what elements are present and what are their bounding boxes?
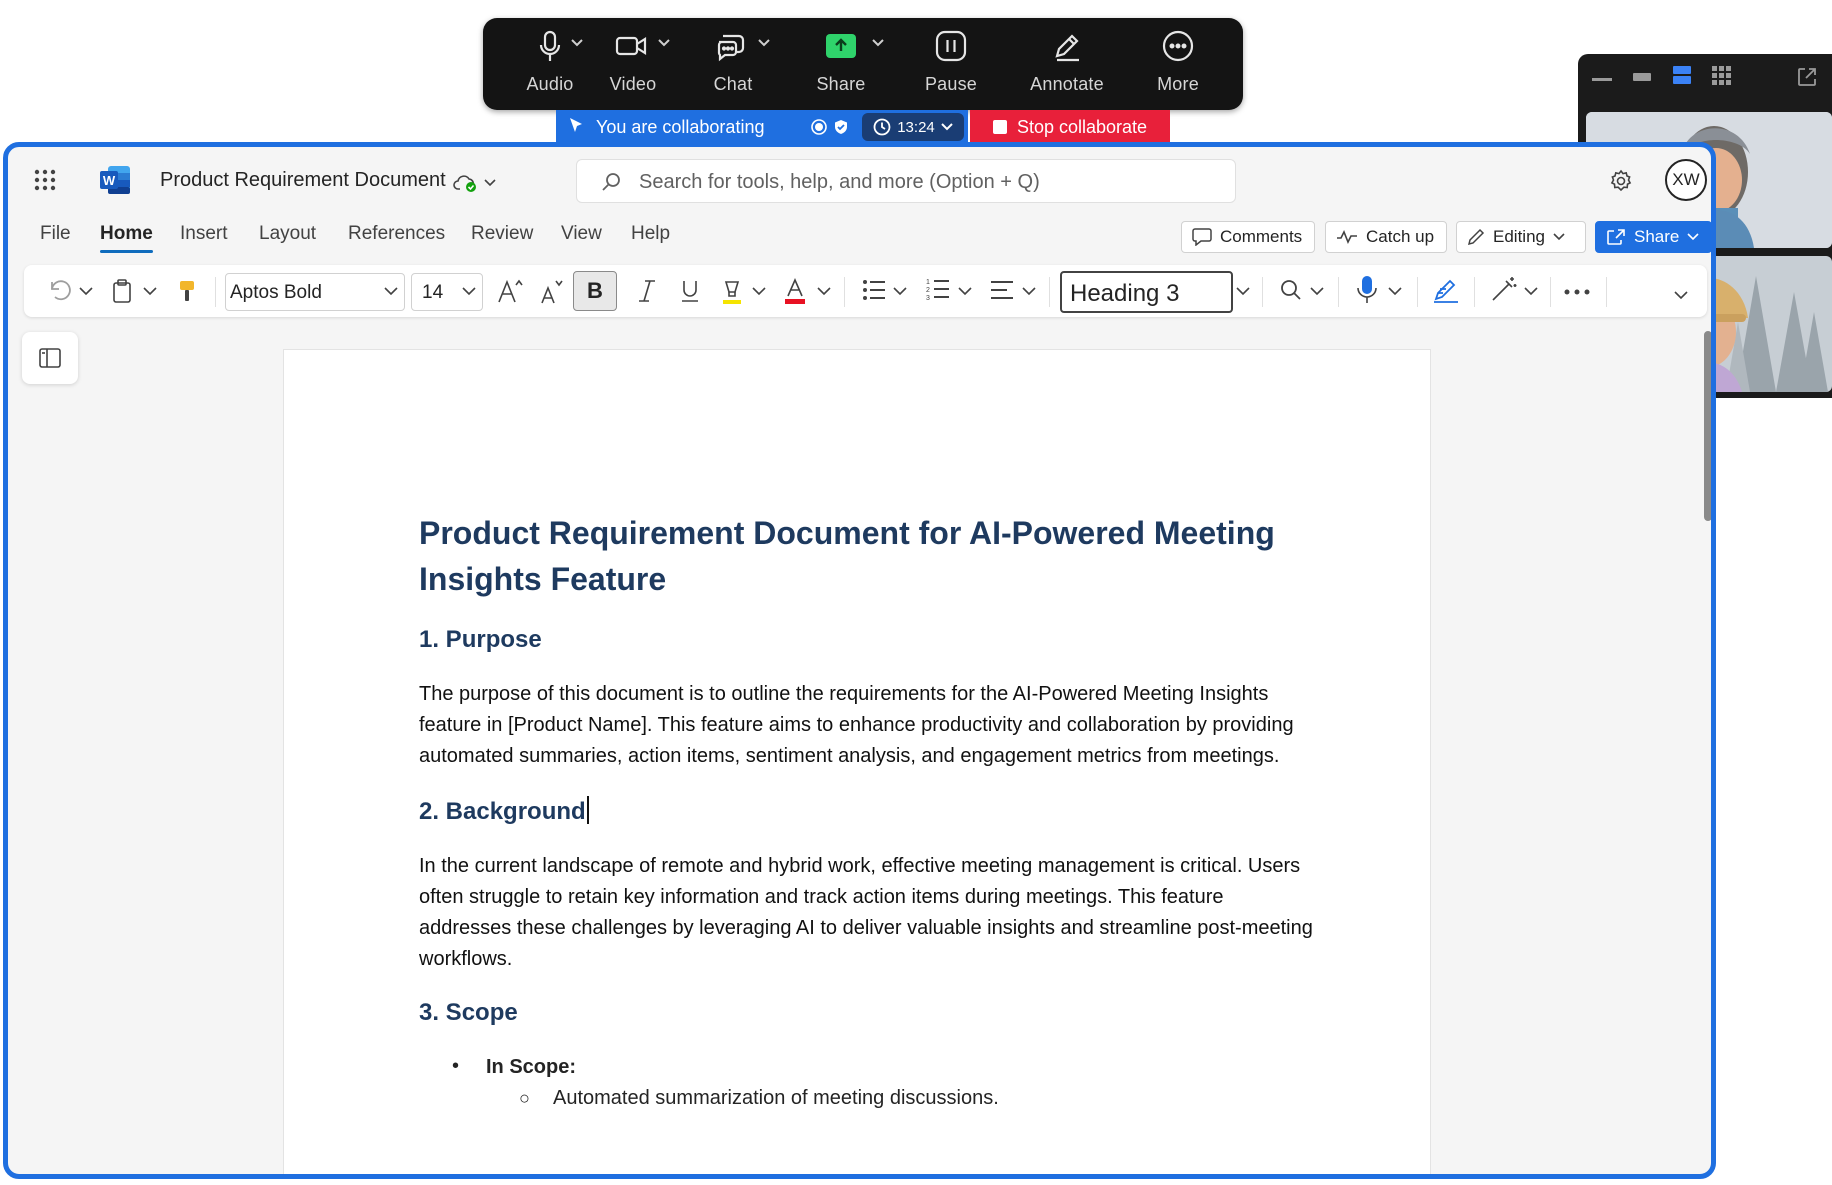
in-scope-item: Automated summarization of meeting discussions.	[553, 1087, 999, 1109]
list-item[interactable]	[452, 1052, 1319, 1114]
ribbon-separator	[844, 277, 845, 307]
bold-button[interactable]: B	[573, 271, 617, 311]
editing-mode-button[interactable]	[1456, 221, 1586, 253]
more-dots-icon	[1162, 30, 1194, 62]
audio-button[interactable]	[510, 18, 590, 110]
more-options-icon[interactable]	[1564, 289, 1590, 295]
font-color-icon[interactable]	[784, 277, 806, 305]
chevron-down-icon[interactable]	[752, 287, 766, 296]
meeting-timer[interactable]	[862, 113, 964, 141]
search-input[interactable]	[637, 168, 1201, 196]
svg-text:1: 1	[926, 279, 930, 286]
compact-view-icon[interactable]	[1633, 70, 1653, 84]
paragraph-style-box[interactable]	[1060, 271, 1233, 313]
section-heading-background[interactable]	[419, 796, 1319, 826]
tab-references[interactable]: References	[348, 223, 446, 244]
grow-font-icon[interactable]	[496, 277, 524, 305]
font-name-value: Aptos Bold	[230, 282, 322, 303]
document-body[interactable]	[419, 510, 1319, 1114]
chevron-down-icon[interactable]	[1388, 287, 1402, 296]
more-label: More	[1157, 74, 1199, 94]
user-avatar[interactable]: XW	[1665, 159, 1707, 201]
sub-list-item[interactable]	[452, 1083, 1319, 1114]
bullets-icon[interactable]	[862, 279, 886, 301]
chevron-down-icon	[1553, 233, 1565, 241]
font-size-select[interactable]	[411, 273, 483, 311]
tab-home[interactable]: Home	[100, 223, 153, 244]
tab-file[interactable]: File	[40, 223, 71, 244]
annotate-label: Annotate	[1030, 74, 1104, 94]
record-dot-icon	[811, 119, 827, 135]
minimize-icon[interactable]	[1592, 78, 1612, 82]
ribbon-separator	[1049, 277, 1050, 307]
chat-bubbles-icon	[715, 32, 745, 62]
title-bar	[8, 147, 1711, 207]
microphone-icon	[538, 30, 562, 64]
sub-bullet-marker: ○	[519, 1088, 530, 1108]
chevron-down-icon[interactable]	[1310, 287, 1324, 296]
clipboard-paste-icon[interactable]	[112, 279, 132, 303]
ribbon-separator	[1474, 277, 1475, 307]
scope-list	[419, 1052, 1319, 1114]
search-box[interactable]	[576, 159, 1236, 203]
chevron-down-icon[interactable]	[79, 287, 93, 296]
share-screen-icon	[826, 34, 856, 58]
collaboration-banner	[556, 110, 968, 144]
chevron-down-icon[interactable]	[757, 38, 771, 48]
stop-square-icon	[993, 120, 1007, 134]
svg-text:2: 2	[926, 287, 930, 294]
cloud-saved-icon[interactable]	[453, 173, 479, 193]
undo-icon[interactable]	[48, 279, 72, 301]
shrink-font-icon[interactable]	[539, 277, 565, 305]
tab-layout[interactable]: Layout	[259, 223, 317, 244]
share-label: Share	[816, 74, 866, 94]
pause-label: Pause	[924, 74, 978, 94]
editor-icon[interactable]	[1432, 277, 1460, 303]
video-camera-icon	[615, 34, 647, 58]
svg-text:W: W	[102, 173, 116, 188]
pause-button[interactable]	[911, 18, 991, 110]
tab-help[interactable]: Help	[631, 223, 671, 244]
chevron-down-icon	[462, 287, 476, 296]
align-icon[interactable]	[990, 279, 1014, 301]
more-button[interactable]	[1138, 18, 1218, 110]
highlighter-icon[interactable]	[720, 279, 744, 305]
search-icon	[601, 172, 621, 192]
tab-view[interactable]: View	[561, 223, 602, 244]
expand-ribbon-chevron-icon[interactable]	[1674, 291, 1688, 300]
pulse-icon	[1336, 230, 1358, 244]
app-launcher-icon[interactable]	[34, 169, 56, 191]
chevron-down-icon[interactable]	[1022, 287, 1036, 296]
italic-icon[interactable]	[636, 279, 658, 303]
ribbon-separator	[1262, 277, 1263, 307]
ribbon-separator	[1606, 277, 1607, 307]
ribbon-separator	[215, 277, 216, 307]
share-icon	[1606, 228, 1626, 246]
chevron-down-icon[interactable]	[958, 287, 972, 296]
font-name-select[interactable]	[225, 273, 405, 311]
editing-label: Editing	[1493, 227, 1545, 246]
navigation-pane-toggle[interactable]	[22, 332, 78, 384]
comments-button[interactable]	[1181, 221, 1315, 253]
numbering-icon[interactable]	[926, 277, 950, 301]
chevron-down-icon[interactable]	[570, 38, 584, 48]
catch-up-label: Catch up	[1366, 227, 1435, 246]
video-label: Video	[609, 74, 657, 94]
chevron-down-icon	[1687, 233, 1699, 241]
home-ribbon	[24, 265, 1707, 317]
word-logo-icon	[100, 166, 130, 194]
svg-text:3: 3	[926, 295, 930, 301]
tab-review[interactable]: Review	[471, 223, 534, 244]
document-heading[interactable]: Product Requirement Document for AI-Powered Meeting Insights Feature	[419, 515, 1275, 597]
comments-label: Comments	[1220, 227, 1303, 246]
chevron-down-icon[interactable]	[657, 38, 671, 48]
chevron-down-icon[interactable]	[893, 287, 907, 296]
find-icon[interactable]	[1280, 279, 1302, 301]
dictate-microphone-icon[interactable]	[1356, 275, 1378, 305]
clock-icon	[873, 118, 891, 136]
grid-view-icon[interactable]	[1712, 66, 1732, 86]
bullet-marker: •	[452, 1055, 460, 1077]
chevron-down-icon[interactable]	[871, 38, 885, 48]
format-painter-icon[interactable]	[178, 279, 196, 303]
chat-label: Chat	[713, 74, 753, 94]
share-document-button[interactable]	[1595, 221, 1712, 253]
ribbon-separator	[1417, 277, 1418, 307]
designer-wand-icon[interactable]	[1490, 275, 1518, 303]
chevron-down-icon[interactable]	[1236, 287, 1250, 296]
pause-icon	[935, 30, 967, 62]
chevron-down-icon[interactable]	[484, 179, 496, 187]
chevron-down-icon	[384, 287, 398, 296]
stop-collaborate-button[interactable]	[970, 110, 1170, 144]
stop-collaborate-label: Stop collaborate	[1016, 116, 1148, 137]
chat-button[interactable]	[693, 18, 773, 110]
background-paragraph[interactable]: In the current landscape of remote and hybrid work, effective meeting management is critical. Users often struggle to retain key information and track action items during meetings. This feature addresses these challenges by leveraging AI to deliver valuable insights and streamline post-meeting workflows.	[419, 855, 1313, 970]
text-cursor	[587, 796, 589, 824]
chevron-down-icon	[941, 123, 953, 131]
pencil-icon	[1051, 30, 1083, 62]
background-heading-text: 2. Background	[419, 798, 586, 825]
stacked-view-icon[interactable]	[1673, 66, 1693, 86]
purpose-paragraph[interactable]: The purpose of this document is to outline the requirements for the AI-Powered Meeting Insights feature in [Product Name]. This feature aims to enhance productivity and collaboration by providing automated summaries, action items, sentiment analysis, and engagement metrics from meetings.	[419, 683, 1294, 767]
timer-value: 13:24	[897, 118, 935, 136]
shield-check-icon	[833, 119, 849, 135]
tab-insert[interactable]: Insert	[180, 223, 228, 244]
in-scope-label: In Scope:	[486, 1056, 577, 1078]
audio-label: Audio	[526, 74, 574, 94]
pointer-icon	[568, 116, 586, 136]
document-title[interactable]: Product Requirement Document	[160, 169, 446, 191]
style-value: Heading 3	[1070, 280, 1180, 307]
chevron-down-icon[interactable]	[817, 287, 831, 296]
video-button[interactable]	[593, 18, 673, 110]
chevron-down-icon[interactable]	[143, 287, 157, 296]
comment-icon	[1192, 228, 1212, 246]
section-heading-scope[interactable]: 3. Scope	[419, 999, 518, 1026]
settings-gear-icon[interactable]	[1609, 169, 1633, 193]
navigation-pane-icon	[39, 347, 61, 369]
share-document-label: Share	[1634, 227, 1680, 246]
font-size-value: 14	[422, 282, 444, 303]
word-window	[3, 142, 1716, 1179]
catch-up-button[interactable]	[1325, 221, 1447, 253]
vertical-scrollbar[interactable]	[1704, 331, 1712, 521]
chevron-down-icon[interactable]	[1524, 287, 1538, 296]
ribbon-separator	[1550, 277, 1551, 307]
share-button[interactable]	[801, 18, 881, 110]
document-page[interactable]	[283, 349, 1431, 1179]
collaborating-text: You are collaborating	[596, 117, 765, 137]
section-heading-purpose[interactable]: 1. Purpose	[419, 626, 542, 653]
underline-icon[interactable]	[680, 279, 700, 303]
meeting-toolbar	[483, 18, 1243, 110]
annotate-button[interactable]	[1019, 18, 1115, 110]
ribbon-separator	[1338, 277, 1339, 307]
status-indicators	[811, 119, 849, 135]
pop-out-icon[interactable]	[1796, 66, 1818, 88]
pencil-icon	[1467, 228, 1485, 246]
